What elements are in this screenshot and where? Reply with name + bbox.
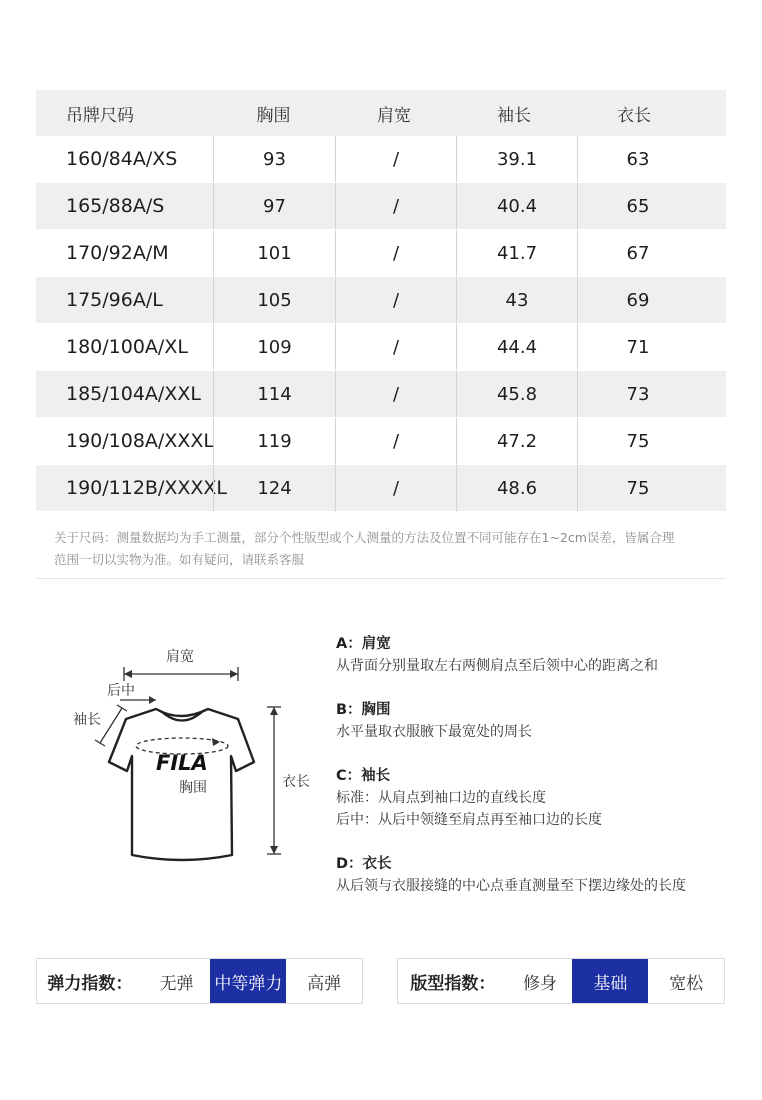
length-cell: 75 [577,418,698,464]
sleeve-cell: 41.7 [456,230,577,276]
header-length: 衣长 [617,105,651,126]
size-cell: 190/112B/XXXXL [66,477,228,499]
measure-desc: 从后领与衣服接缝的中心点垂直测量至下摆边缘处的长度 [336,878,686,894]
table-row [36,183,726,230]
size-cell: 160/84A/XS [66,148,178,170]
note-line: 范围一切以实物为准。如有疑问，请联系客服 [54,552,305,567]
measure-desc: 从背面分别量取左右两侧肩点至后领中心的距离之和 [336,658,658,674]
measure-desc: 后中：从后中领缝至肩点再至袖口边的长度 [336,812,602,828]
shoulder-cell: / [335,324,456,370]
table-row [36,277,726,324]
fila-logo: FILA [156,751,208,775]
fit-index [397,958,725,1004]
length-cell: 69 [577,277,698,323]
measure-title: B：胸围 [336,702,391,718]
length-cell: 67 [577,230,698,276]
sleeve-cell: 47.2 [456,418,577,464]
elasticity-option: 无弹 [159,973,194,994]
header-sleeve: 袖长 [497,105,531,126]
shoulder-cell: / [335,277,456,323]
measure-sleeve [336,765,736,831]
table-row [36,465,726,512]
measure-shoulder [336,633,736,677]
sleeve-cell: 43 [456,277,577,323]
length-cell: 73 [577,371,698,417]
size-table [36,90,726,512]
elasticity-label: 弹力指数： [47,973,133,994]
sleeve-cell: 39.1 [456,136,577,182]
measurement-note [54,527,724,571]
measurement-guide [336,633,736,919]
elasticity-option-selected: 中等弹力 [210,959,286,1003]
fit-option: 修身 [523,973,558,994]
measure-length [336,853,736,897]
header-chest: 胸围 [256,105,291,126]
chest-cell: 105 [213,277,335,323]
elasticity-index [36,958,363,1004]
size-cell: 185/104A/XXL [66,383,201,405]
fit-label: 版型指数： [410,973,496,994]
size-cell: 165/88A/S [66,195,165,217]
measure-desc: 标准：从肩点到袖口边的直线长度 [336,790,546,806]
chest-cell: 124 [213,465,335,511]
length-cell: 63 [577,136,698,182]
shoulder-cell: / [335,465,456,511]
size-cell: 170/92A/M [66,242,169,264]
chest-cell: 93 [213,136,335,182]
shoulder-cell: / [335,136,456,182]
chest-cell: 97 [213,183,335,229]
chest-cell: 114 [213,371,335,417]
note-line: 关于尺码：测量数据均为手工测量，部分个性版型或个人测量的方法及位置不同可能存在1~2cm误差，皆属合理 [54,530,675,545]
table-row [36,418,726,465]
shoulder-cell: / [335,230,456,276]
length-cell: 71 [577,324,698,370]
fit-option: 宽松 [669,973,704,994]
chest-label: 胸围 [179,780,207,796]
chest-cell: 109 [213,324,335,370]
tshirt-illustration [60,630,330,870]
length-cell: 75 [577,465,698,511]
header-shoulder: 肩宽 [377,105,411,126]
sleeve-cell: 48.6 [456,465,577,511]
shoulder-label: 肩宽 [166,649,194,665]
shoulder-cell: / [335,418,456,464]
elasticity-option: 高弹 [307,973,342,994]
length-cell: 65 [577,183,698,229]
table-row [36,371,726,418]
divider [36,578,726,579]
measure-title: A：肩宽 [336,636,391,652]
size-cell: 190/108A/XXXL [66,430,214,452]
tshirt-diagram [60,630,330,870]
header-size: 吊牌尺码 [66,105,134,126]
measure-title: D：衣长 [336,856,392,872]
back-center-label: 后中 [107,683,135,699]
chest-cell: 101 [213,230,335,276]
size-cell: 180/100A/XL [66,336,188,358]
measure-desc: 水平量取衣服腋下最宽处的周长 [336,724,532,740]
table-header [36,90,726,136]
table-row [36,324,726,371]
table-row [36,230,726,277]
measure-title: C：袖长 [336,768,391,784]
size-cell: 175/96A/L [66,289,163,311]
shoulder-cell: / [335,183,456,229]
fit-option-selected: 基础 [572,959,648,1003]
sleeve-label: 袖长 [73,712,101,728]
measure-chest [336,699,736,743]
length-label: 衣长 [282,774,310,790]
chest-cell: 119 [213,418,335,464]
shoulder-cell: / [335,371,456,417]
sleeve-cell: 40.4 [456,183,577,229]
table-row [36,136,726,183]
sleeve-cell: 44.4 [456,324,577,370]
sleeve-cell: 45.8 [456,371,577,417]
